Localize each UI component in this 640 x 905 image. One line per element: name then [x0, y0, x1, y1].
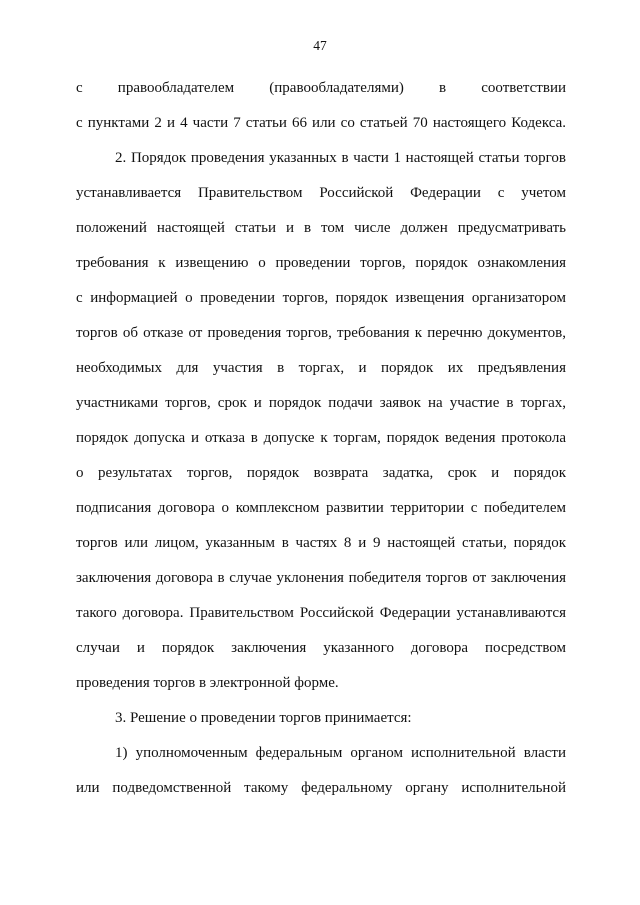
list-item-1-line-1: 1) уполномоченным федеральным органом исполнительной власти	[115, 745, 566, 761]
text-line-10: участниками торгов, срок и порядок подачи заявок на участие в торгах,	[76, 395, 566, 411]
text-line-8: торгов об отказе от проведения торгов, требования к перечню документов,	[76, 325, 566, 341]
text-line-18: проведения торгов в электронной форме.	[76, 675, 339, 691]
text-line-13: подписания договора о комплексном развитии территории с победителем	[76, 500, 566, 516]
text-line-16: такого договора. Правительством Российской Федерации устанавливаются	[76, 605, 566, 621]
text-line-11: порядок допуска и отказа в допуске к торгам, порядок ведения протокола	[76, 430, 566, 446]
paragraph-2-line-1: 2. Порядок проведения указанных в части 1 настоящей статьи торгов	[115, 150, 566, 166]
text-line-5: положений настоящей статьи и в том числе должен предусматривать	[76, 220, 566, 236]
text-line-2: с пунктами 2 и 4 части 7 статьи 66 или со статьей 70 настоящего Кодекса.	[76, 115, 566, 131]
text-line-14: торгов или лицом, указанным в частях 8 и 9 настоящей статьи, порядок	[76, 535, 566, 551]
text-line-12: о результатах торгов, порядок возврата задатка, срок и порядок	[76, 465, 566, 481]
text-line-21: или подведомственной такому федеральному органу исполнительной	[76, 780, 566, 796]
paragraph-3-line-1: 3. Решение о проведении торгов принимается:	[115, 710, 412, 726]
text-line-7: с информацией о проведении торгов, порядок извещения организатором	[76, 290, 566, 306]
text-line-17: случаи и порядок заключения указанного договора посредством	[76, 640, 566, 656]
page-number: 47	[313, 38, 327, 53]
text-line-15: заключения договора в случае уклонения победителя торгов от заключения	[76, 570, 566, 586]
text-line-9: необходимых для участия в торгах, и порядок их предъявления	[76, 360, 566, 376]
text-line-6: требования к извещению о проведении торгов, порядок ознакомления	[76, 255, 566, 271]
text-line-1: с правообладателем (правообладателями) в соответствии	[76, 80, 566, 96]
text-line-4: устанавливается Правительством Российской Федерации с учетом	[76, 185, 566, 201]
